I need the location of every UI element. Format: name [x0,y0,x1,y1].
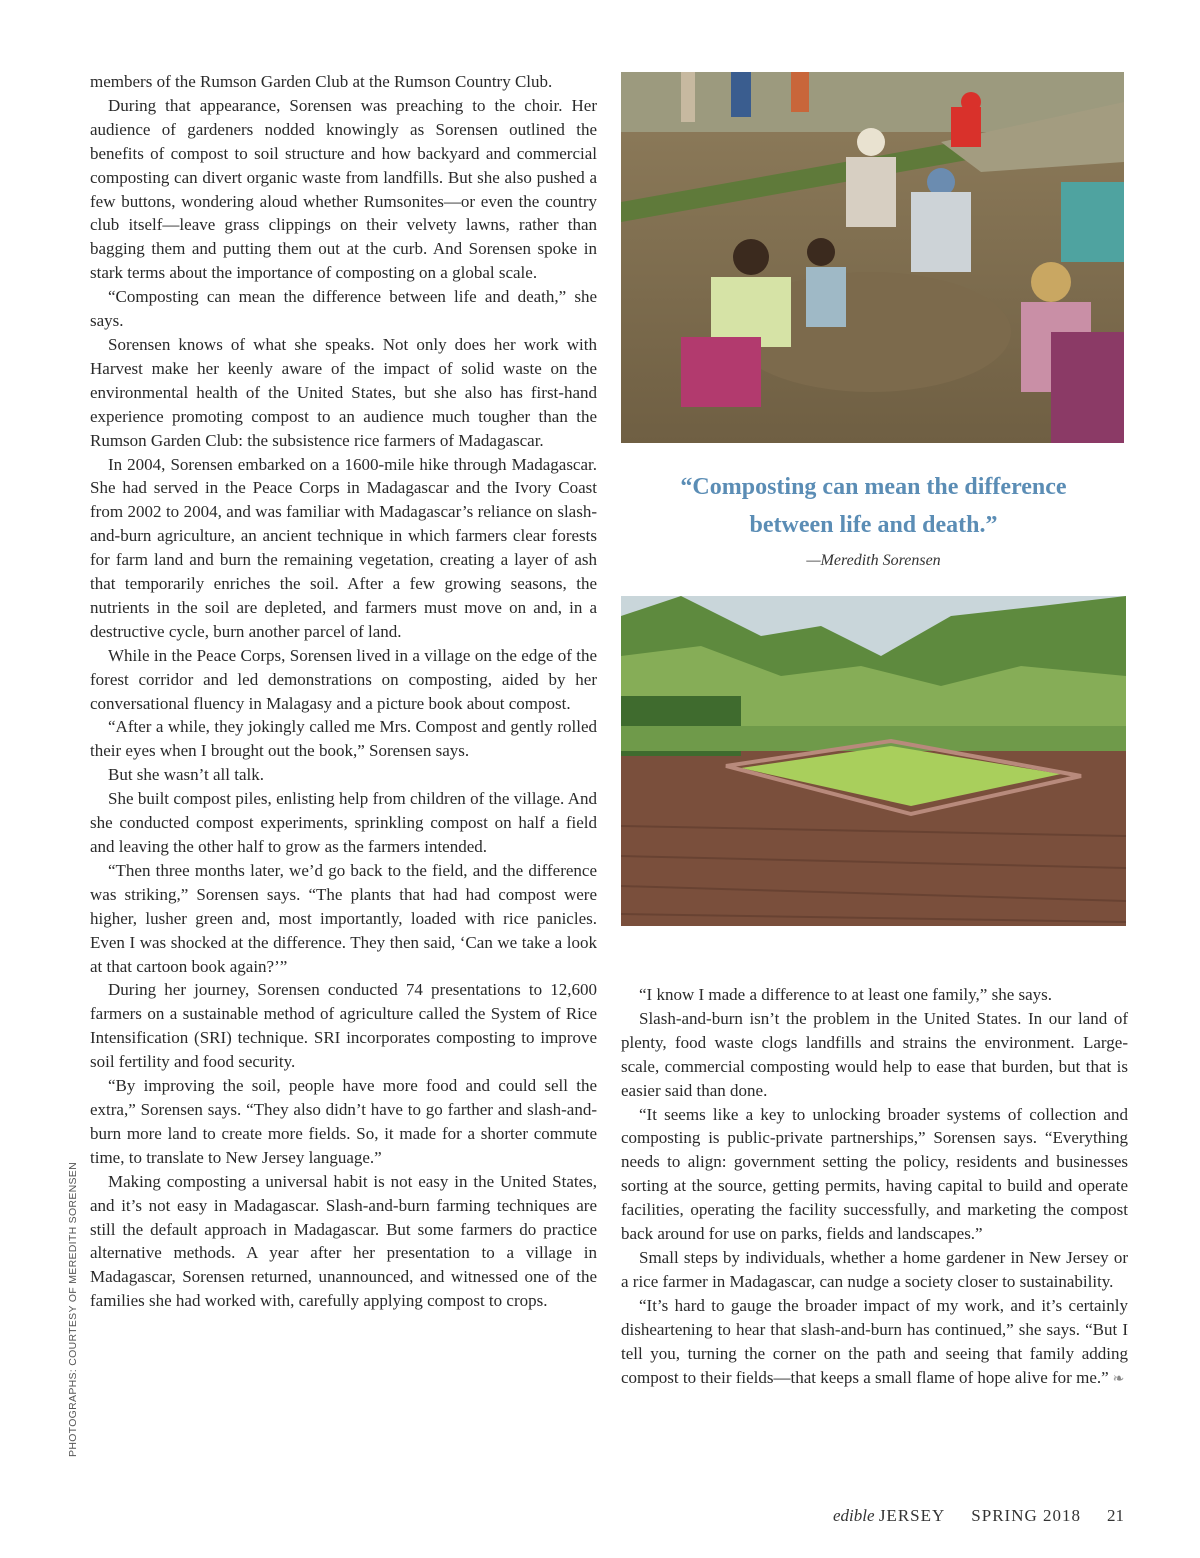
paragraph: “I know I made a difference to at least one family,” she says. [639,985,1053,1004]
pull-quote-line-1: “Composting can mean the difference [680,474,1067,500]
landscape-field-image [621,596,1126,926]
pull-quote-attribution: —Meredith Sorensen [806,552,941,569]
paragraph: Making composting a universal habit is not easy in the United States, and it’s not easy in Madagascar. Slash-and-burn farming techniques are still the default approach in Madagascar. But some farmers do practice alternative methods. A year after her presentation to a village in Madagascar, Sorensen returned, unannounced, and witnessed one of the families she had worked with, carefully applying compost to crops. [90,1171,597,1311]
paragraph: “It’s hard to gauge the broader impact of my work, and it’s certainly disheartening to hear that slash-and-burn has continued,” she says. “But I tell you, turning the corner on the path and seeing that family adding compost to their fields—that keeps a small flame of hope alive for me.” ❧ [621,1295,1128,1387]
paragraph: She built compost piles, enlisting help from children of the village. And she conducted compost experiments, sprinkling compost on half a field and leaving the other half to grow as the farmers intended. [90,789,597,856]
magazine-name-jersey: JERSEY [878,1506,946,1525]
page-number: 21 [1107,1506,1124,1525]
photo-credit: PHOTOGRAPHS: COURTESY OF MEREDITH SORENSEN [67,1162,79,1457]
paragraph: During that appearance, Sorensen was preaching to the choir. Her audience of gardeners nodded knowingly as Sorensen outlined the benefits of compost to soil structure and how backyard and commercial composting can divert organic waste from landfills. But she also pushed a few buttons, wondering aloud whether Rumsonites—or even the country club itself—leave grass clippings on their velvety lawns, rather than bagging them and putting them out at the curb. And Sorensen spoke in stark terms about the importance of composting on a global scale. [90,95,597,283]
landscape-field-photo [621,596,1126,926]
paragraph: members of the Rumson Garden Club at the Rumson Country Club. [90,72,553,91]
paragraph: “By improving the soil, people have more food and could sell the extra,” Sorensen says. “They also didn’t have to go farther and slash-and-burn more land to create more fields. So, it made for a shorter commute time, to translate to New Jersey language.” [90,1076,597,1167]
rice-paddy-image [621,72,1124,443]
end-ornament-icon: ❧ [1112,1371,1125,1387]
paragraph: Sorensen knows of what she speaks. Not only does her work with Harvest make her keenly aware of the impact of solid waste on the environmental health of the United States, but she also has first-hand experience promoting compost to an audience much tougher than the Rumson Garden Club: the subsistence rice farmers of Madagascar. [90,334,597,450]
paragraph: Small steps by individuals, whether a home gardener in New Jersey or a rice farmer in Madagascar, can nudge a society closer to sustainability. [621,1247,1128,1291]
magazine-name [833,1506,945,1526]
pull-quote [621,468,1126,544]
article-column-left [90,70,597,1313]
paragraph: “Then three months later, we’d go back to the field, and the difference was striking,” Sorensen says. “The plants that had had compost were higher, lusher green and, most importantly, loaded with rice panicles. Even I was shocked at the difference. They then said, ‘Can we take a look at that cartoon book again?’” [90,860,597,976]
paragraph: While in the Peace Corps, Sorensen lived in a village on the edge of the forest corridor and led demonstrations on composting, aided by her conversational fluency in Malagasy and a picture book about compost. [90,645,597,713]
paragraph: Slash-and-burn isn’t the problem in the United States. In our land of plenty, food waste clogs landfills and strains the environment. Large-scale, commercial composting would help to ease that burden, but that is easier said than done. [621,1008,1128,1100]
page-footer [833,1506,1124,1526]
paragraph: In 2004, Sorensen embarked on a 1600-mile hike through Madagascar. She had served in the Peace Corps in Madagascar and the Ivory Coast from 2002 to 2004, and was familiar with Madagascar’s reliance on slash-and-burn agriculture, an ancient technique in which farmers clear forests for farm land and burn the remaining vegetation, creating a layer of ash that temporarily enriches the soil. After a few growing seasons, the nutrients in the soil are depleted, and farmers must move on and, in a destructive cycle, burn another parcel of land. [90,454,597,641]
magazine-name-edible: edible [833,1506,875,1525]
article-column-right [621,983,1128,1391]
paragraph: But she wasn’t all talk. [108,765,264,785]
paragraph: During her journey, Sorensen conducted 74 presentations to 12,600 farmers on a sustainable method of agriculture called the System of Rice Intensification (SRI) technique. SRI incorporates composting to improve soil fertility and food security. [90,980,597,1072]
rice-paddy-photo [621,72,1124,443]
paragraph: “Composting can mean the difference between life and death,” she says. [90,287,597,331]
issue-label: SPRING 2018 [971,1506,1081,1525]
pull-quote-line-2: between life and death.” [749,512,998,538]
paragraph: “It seems like a key to unlocking broader systems of collection and composting is public-private partnerships,” Sorensen says. “Everything needs to align: government setting the policy, residents and businesses sorting at the source, getting permits, having capital to build and operate facilities, operating the facility successfully, and marketing the compost back around for use on parks, fields and landscapes.” [621,1104,1128,1244]
paragraph: “After a while, they jokingly called me Mrs. Compost and gently rolled their eyes when I brought out the book,” Sorensen says. [90,717,597,761]
